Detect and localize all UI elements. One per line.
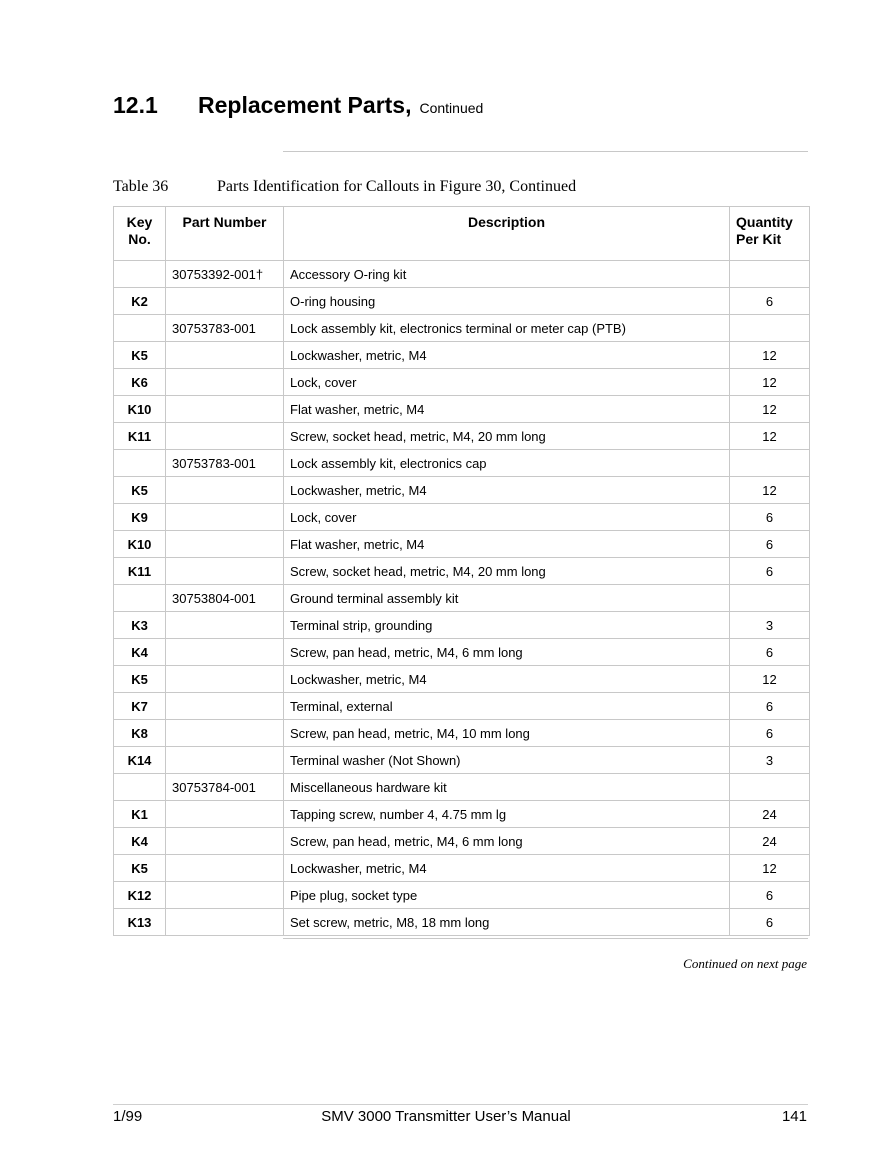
cell-key-no: K5 — [114, 855, 166, 882]
table-row — [114, 909, 810, 936]
cell-part-number — [166, 909, 284, 936]
cell-key-no: K13 — [114, 909, 166, 936]
cell-key-no: K10 — [114, 531, 166, 558]
section-continued: Continued — [419, 100, 484, 116]
cell-description: Accessory O-ring kit — [284, 261, 730, 288]
table-row — [114, 396, 810, 423]
cell-part-number — [166, 801, 284, 828]
cell-description: Screw, pan head, metric, M4, 6 mm long — [284, 828, 730, 855]
cell-quantity: 12 — [730, 396, 810, 423]
cell-description: Screw, socket head, metric, M4, 20 mm long — [284, 423, 730, 450]
cell-quantity — [730, 261, 810, 288]
cell-part-number — [166, 531, 284, 558]
cell-description: Lock assembly kit, electronics terminal or meter cap (PTB) — [284, 315, 730, 342]
cell-description: Ground terminal assembly kit — [284, 585, 730, 612]
cell-quantity: 6 — [730, 909, 810, 936]
cell-key-no — [114, 585, 166, 612]
cell-description: Lock, cover — [284, 504, 730, 531]
cell-key-no — [114, 774, 166, 801]
cell-quantity — [730, 774, 810, 801]
cell-part-number: 30753783-001 — [166, 450, 284, 477]
cell-description: Lockwasher, metric, M4 — [284, 477, 730, 504]
table-row — [114, 828, 810, 855]
cell-description: Screw, pan head, metric, M4, 6 mm long — [284, 639, 730, 666]
divider-bottom — [283, 938, 808, 939]
footer-manual-title: SMV 3000 Transmitter User’s Manual — [321, 1108, 571, 1125]
table-caption-label: Table 36 — [113, 178, 169, 195]
cell-quantity — [730, 450, 810, 477]
section-number: 12.1 — [113, 92, 158, 118]
cell-key-no: K14 — [114, 747, 166, 774]
cell-key-no: K7 — [114, 693, 166, 720]
table-row — [114, 342, 810, 369]
cell-quantity: 24 — [730, 801, 810, 828]
table-row — [114, 558, 810, 585]
cell-key-no: K2 — [114, 288, 166, 315]
cell-key-no: K9 — [114, 504, 166, 531]
cell-description: Lockwasher, metric, M4 — [284, 666, 730, 693]
cell-key-no: K11 — [114, 423, 166, 450]
footer-rule — [113, 1104, 808, 1105]
cell-key-no: K10 — [114, 396, 166, 423]
cell-description: Screw, pan head, metric, M4, 10 mm long — [284, 720, 730, 747]
header-part-number: Part Number — [166, 207, 284, 261]
cell-description: Miscellaneous hardware kit — [284, 774, 730, 801]
cell-part-number: 30753392-001† — [166, 261, 284, 288]
cell-part-number — [166, 855, 284, 882]
cell-key-no: K11 — [114, 558, 166, 585]
table-row — [114, 774, 810, 801]
cell-key-no — [114, 450, 166, 477]
header-key-no: Key No. — [114, 207, 166, 261]
table-row — [114, 882, 810, 909]
cell-quantity: 6 — [730, 504, 810, 531]
cell-quantity: 12 — [730, 666, 810, 693]
cell-quantity: 6 — [730, 720, 810, 747]
table-row — [114, 666, 810, 693]
header-description: Description — [284, 207, 730, 261]
cell-part-number — [166, 693, 284, 720]
footer-date: 1/99 — [113, 1108, 143, 1125]
cell-quantity: 12 — [730, 342, 810, 369]
cell-key-no: K5 — [114, 477, 166, 504]
table-header-row — [114, 207, 810, 261]
cell-description: Lock, cover — [284, 369, 730, 396]
cell-description: Flat washer, metric, M4 — [284, 396, 730, 423]
table-caption — [113, 178, 576, 196]
cell-key-no: K3 — [114, 612, 166, 639]
cell-part-number — [166, 477, 284, 504]
cell-description: Terminal washer (Not Shown) — [284, 747, 730, 774]
table-row — [114, 315, 810, 342]
cell-description: Pipe plug, socket type — [284, 882, 730, 909]
section-title: Replacement Parts, — [198, 92, 412, 118]
cell-part-number — [166, 747, 284, 774]
table-row — [114, 369, 810, 396]
cell-part-number — [166, 504, 284, 531]
cell-description: Lock assembly kit, electronics cap — [284, 450, 730, 477]
cell-key-no: K8 — [114, 720, 166, 747]
cell-part-number: 30753784-001 — [166, 774, 284, 801]
table-row — [114, 288, 810, 315]
cell-quantity: 12 — [730, 423, 810, 450]
cell-quantity: 3 — [730, 747, 810, 774]
divider-top — [283, 151, 808, 152]
table-row — [114, 639, 810, 666]
cell-part-number — [166, 369, 284, 396]
section-heading — [113, 92, 483, 119]
table-row — [114, 531, 810, 558]
header-quantity: Quantity Per Kit — [730, 207, 810, 261]
table-row — [114, 612, 810, 639]
cell-description: Tapping screw, number 4, 4.75 mm lg — [284, 801, 730, 828]
cell-quantity: 3 — [730, 612, 810, 639]
table-row — [114, 261, 810, 288]
table-caption-title: Parts Identification for Callouts in Figure 30, Continued — [217, 178, 577, 195]
cell-part-number — [166, 396, 284, 423]
cell-key-no — [114, 315, 166, 342]
cell-key-no: K4 — [114, 828, 166, 855]
cell-part-number — [166, 720, 284, 747]
table-row — [114, 720, 810, 747]
table-row — [114, 801, 810, 828]
cell-quantity: 12 — [730, 855, 810, 882]
cell-key-no — [114, 261, 166, 288]
table-row — [114, 477, 810, 504]
cell-key-no: K12 — [114, 882, 166, 909]
cell-description: Flat washer, metric, M4 — [284, 531, 730, 558]
cell-quantity: 6 — [730, 882, 810, 909]
cell-part-number: 30753804-001 — [166, 585, 284, 612]
table-row — [114, 693, 810, 720]
cell-key-no: K6 — [114, 369, 166, 396]
cell-description: Terminal, external — [284, 693, 730, 720]
cell-part-number — [166, 882, 284, 909]
cell-part-number — [166, 558, 284, 585]
cell-part-number — [166, 342, 284, 369]
cell-part-number: 30753783-001 — [166, 315, 284, 342]
table-body — [114, 261, 810, 936]
cell-description: Terminal strip, grounding — [284, 612, 730, 639]
cell-quantity: 24 — [730, 828, 810, 855]
footer-page-number: 141 — [781, 1108, 807, 1125]
cell-description: Screw, socket head, metric, M4, 20 mm long — [284, 558, 730, 585]
cell-part-number — [166, 612, 284, 639]
cell-part-number — [166, 423, 284, 450]
table-row — [114, 423, 810, 450]
table-row — [114, 504, 810, 531]
parts-table — [113, 206, 810, 936]
cell-part-number — [166, 639, 284, 666]
cell-quantity: 6 — [730, 558, 810, 585]
table-row — [114, 585, 810, 612]
cell-quantity: 6 — [730, 531, 810, 558]
cell-description: O-ring housing — [284, 288, 730, 315]
table-row — [114, 450, 810, 477]
cell-description: Set screw, metric, M8, 18 mm long — [284, 909, 730, 936]
cell-part-number — [166, 666, 284, 693]
cell-part-number — [166, 288, 284, 315]
cell-key-no: K5 — [114, 666, 166, 693]
cell-description: Lockwasher, metric, M4 — [284, 855, 730, 882]
cell-quantity: 6 — [730, 639, 810, 666]
cell-quantity: 12 — [730, 477, 810, 504]
cell-quantity: 6 — [730, 288, 810, 315]
cell-quantity: 12 — [730, 369, 810, 396]
cell-quantity: 6 — [730, 693, 810, 720]
cell-description: Lockwasher, metric, M4 — [284, 342, 730, 369]
cell-key-no: K1 — [114, 801, 166, 828]
cell-quantity — [730, 585, 810, 612]
continued-note: Continued on next page — [683, 956, 807, 971]
cell-key-no: K5 — [114, 342, 166, 369]
table-row — [114, 747, 810, 774]
cell-key-no: K4 — [114, 639, 166, 666]
cell-quantity — [730, 315, 810, 342]
table-row — [114, 855, 810, 882]
cell-part-number — [166, 828, 284, 855]
